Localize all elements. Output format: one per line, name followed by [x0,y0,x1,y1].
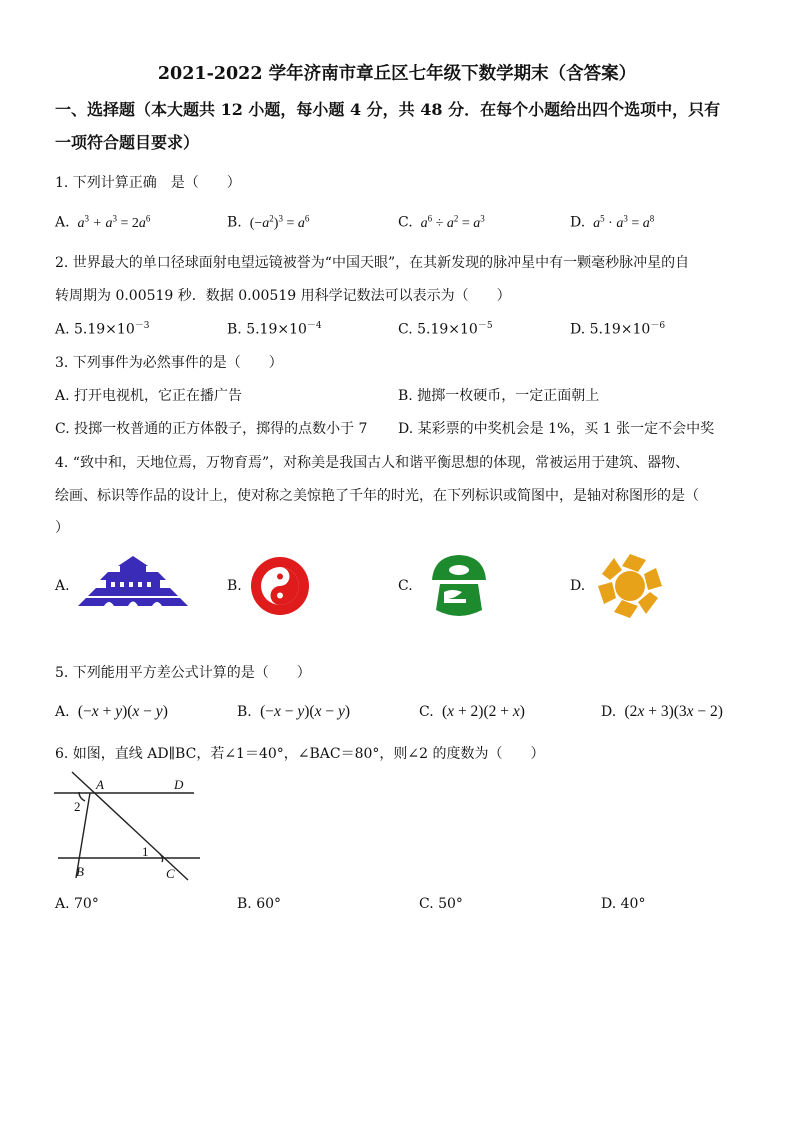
label-angle-2: 2 [74,799,81,814]
label-d: D [174,777,184,792]
q4-option-b-letter: B. [227,578,242,594]
q1-option-b-letter: B. [227,214,242,231]
section-heading-line1: 一、选择题（本大题共 12 小题，每小题 4 分，共 48 分．在每个小题给出四个选项中，只有 [55,100,721,119]
q6-option-d: D. 40° [601,896,646,912]
label-b: B [76,864,84,879]
q1-option-c-formula: $a^6 \div a^2 = a^3$ [417,213,485,231]
q1-option-d-letter: D. [570,214,586,231]
q4-figure-c-green-logo [426,552,492,618]
q1-option-d-formula: $a^5 \cdot a^3 = a^8$ [589,213,655,231]
q4-option-c-letter: C. [398,578,413,594]
q2-option-c-text: C. 5.19×10 [398,321,478,338]
q2-option-b [227,318,322,338]
q6-geometry-figure [52,770,202,885]
q2-option-a-text: A. 5.19×10 [55,321,135,338]
q2-option-d-exponent: －6 [650,321,666,331]
label-a: A [96,777,104,792]
q2-option-a [55,318,149,338]
q2-option-b-exponent: －4 [306,321,322,331]
label-c: C [166,866,175,881]
q5-option-a-formula: (−x + y)(x − y) [77,703,168,720]
q3-option-c: C. 投掷一枚普通的正方体骰子，掷得的点数小于 7 [55,421,368,437]
q5-option-c-formula: (x + 2)(2 + x) [442,703,525,720]
question-3-stem: 3. 下列事件为必然事件的是（ ） [55,355,283,371]
q5-option-d [601,703,723,721]
question-2-line1: 2. 世界最大的单口径球面射电望远镜被誉为“中国天眼”，在其新发现的脉冲星中有一颗毫秒脉冲星的自 [55,255,690,271]
question-1-stem: 1. 下列计算正确 是（ ） [55,175,241,191]
question-4-line2: 绘画、标识等作品的设计上，使对称之美惊艳了千年的时光，在下列标识或简图中，是轴对称图形的是（ [55,488,699,504]
q4-figure-d-sun-logo [596,552,664,620]
q5-option-b-formula: (−x − y)(x − y) [260,703,351,720]
q2-option-a-exponent: －3 [134,321,150,331]
q5-option-b-letter: B. [237,704,252,720]
q3-option-d: D. 某彩票的中奖机会是 1%，买 1 张一定不会中奖 [398,421,715,437]
question-4-line1: 4. “致中和，天地位焉，万物育焉”，对称美是我国古人和谐平衡思想的体现，常被运用于建筑、器物、 [55,455,690,471]
q3-option-a: A. 打开电视机，它正在播广告 [55,388,243,404]
q4-option-a-letter: A. [55,578,70,594]
q5-option-b [237,703,350,721]
q1-option-c [398,213,485,232]
q1-option-b-formula: $(-a^2)^3 = a^6$ [249,213,310,231]
q1-option-a [55,213,150,232]
question-5-stem: 5. 下列能用平方差公式计算的是（ ） [55,665,311,681]
question-6-stem: 6. 如图，直线 AD∥BC，若∠1＝40°，∠BAC＝80°，则∠2 的度数为（ ） [55,746,545,762]
q4-option-d-letter: D. [570,578,586,594]
q1-option-a-letter: A. [55,214,70,231]
q2-option-c [398,318,493,338]
q6-option-b: B. 60° [237,896,282,912]
q2-option-d-text: D. 5.19×10 [570,321,651,338]
q4-figure-b-yinyang-icon [250,556,310,616]
q5-option-d-formula: (2x + 3)(3x − 2) [624,703,723,720]
q2-option-c-exponent: －5 [477,321,493,331]
q6-option-c: C. 50° [419,896,463,912]
question-2-line2: 转周期为 0.00519 秒．数据 0.00519 用科学记数法可以表示为（ ） [55,288,511,304]
q5-option-c [419,703,525,721]
q4-figure-a-temple-logo [78,554,188,606]
transversal-ac [72,772,188,880]
label-angle-1: 1 [142,844,149,859]
q3-option-b: B. 抛掷一枚硬币，一定正面朝上 [398,388,600,404]
q5-option-a [55,703,168,721]
q2-option-b-text: B. 5.19×10 [227,321,307,338]
q2-option-d [570,318,665,338]
q5-option-a-letter: A. [55,704,70,720]
q6-option-a: A. 70° [55,896,99,912]
question-4-line3: ） [55,520,69,536]
q5-option-c-letter: C. [419,704,434,720]
q5-option-d-letter: D. [601,704,617,720]
q1-option-a-formula: $a^3 + a^3 = 2a^6$ [74,213,151,231]
q1-option-c-letter: C. [398,214,413,231]
q1-option-d [570,213,654,232]
page-title: 2021-2022 学年济南市章丘区七年级下数学期末（含答案） [157,64,637,84]
section-heading-line2: 一项符合题目要求） [55,133,200,152]
q1-option-b [227,213,309,232]
